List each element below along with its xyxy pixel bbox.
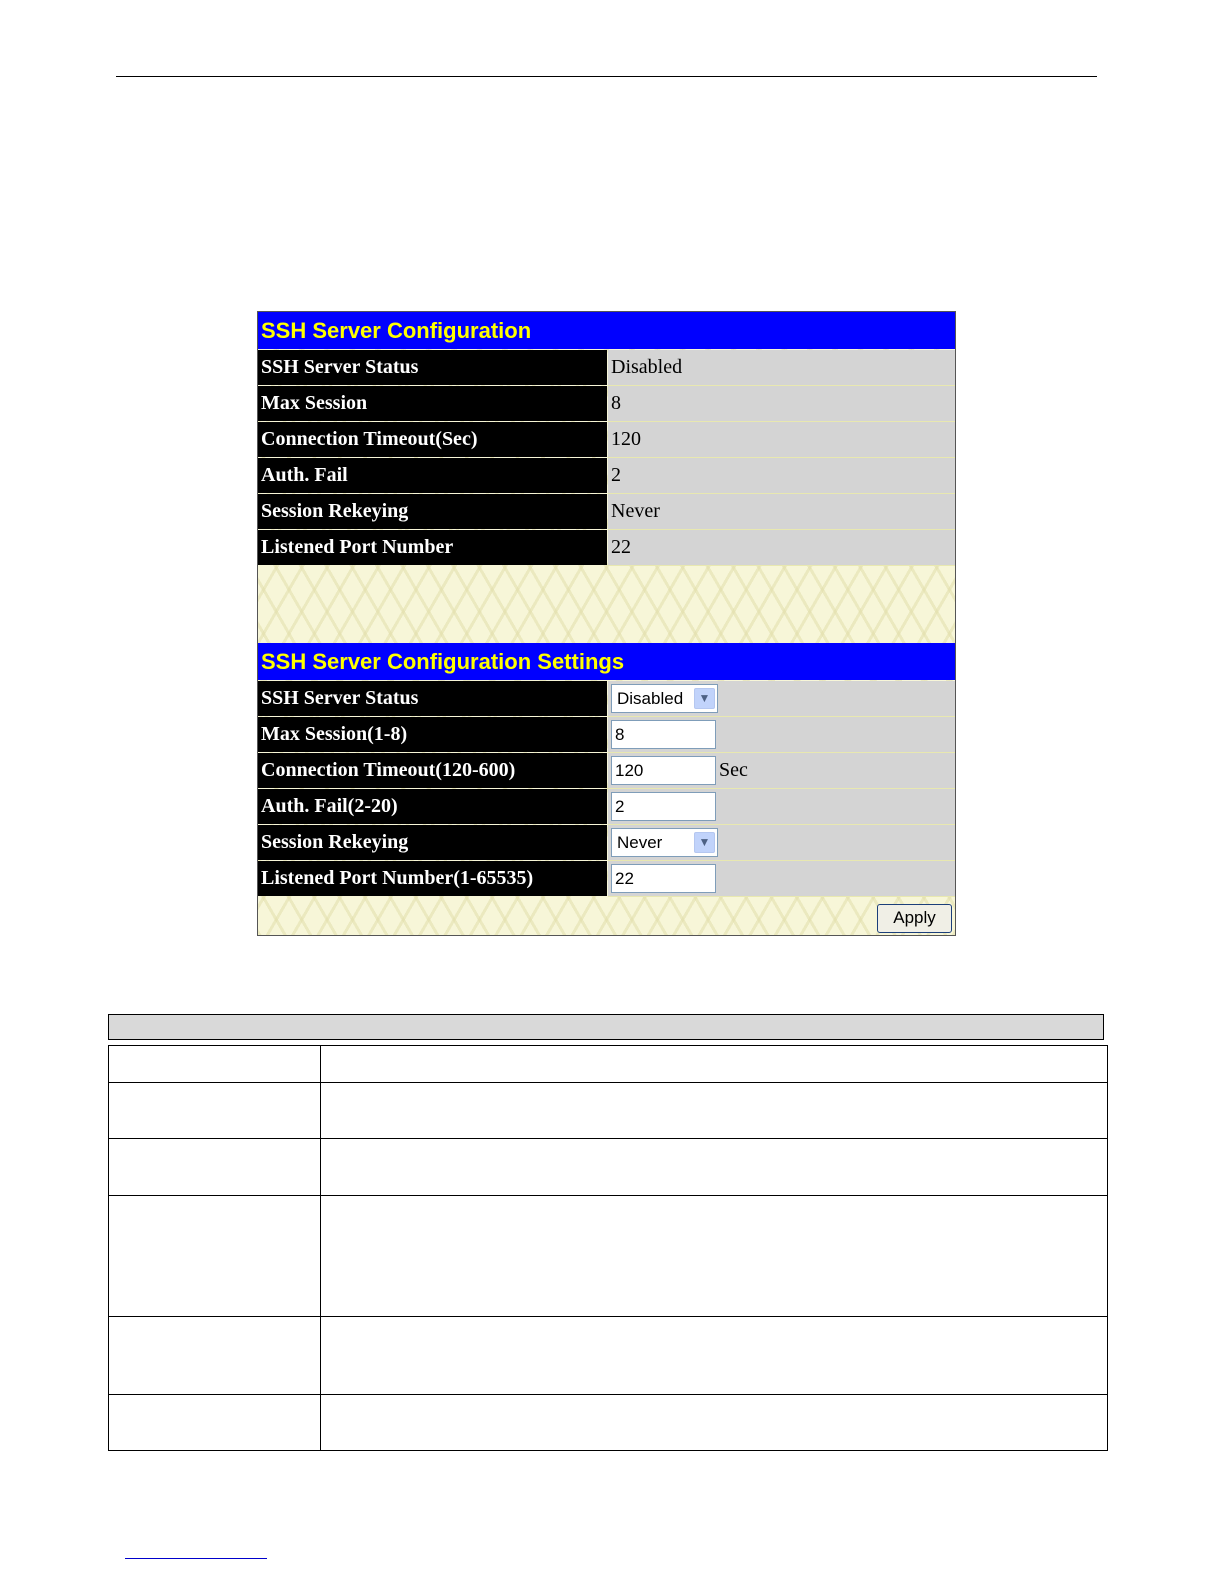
status-value: 22 [611,536,631,558]
status-panel-title: SSH Server Configuration [258,312,955,349]
description-table [108,1045,1108,1451]
table-row [109,1196,1108,1317]
status-row-max-session [258,386,955,422]
settings-row-connection-timeout [258,753,955,789]
status-value: Disabled [611,356,683,378]
status-label: Connection Timeout(Sec) [258,422,607,457]
status-label: Listened Port Number [258,530,607,565]
settings-row-max-session [258,717,955,753]
status-row-server-status [258,350,955,386]
status-label: Session Rekeying [258,494,607,529]
status-label: Max Session [258,386,607,421]
status-label: SSH Server Status [258,350,607,385]
apply-button[interactable]: Apply [877,904,952,933]
status-label: Auth. Fail [258,458,607,493]
connection-timeout-input[interactable]: 120 [611,756,716,785]
status-value: Never [611,500,660,522]
max-session-input[interactable]: 8 [611,720,716,749]
session-rekeying-selected: Never [617,833,663,852]
table-row [109,1139,1108,1196]
settings-row-session-rekeying [258,825,955,861]
listened-port-input[interactable]: 22 [611,864,716,893]
status-row-auth-fail [258,458,955,494]
status-row-listened-port [258,530,955,566]
server-status-select[interactable] [611,684,718,713]
status-value: 2 [611,464,621,486]
listened-port-label: Listened Port Number(1-65535) [258,861,607,896]
status-value: 120 [611,428,641,450]
timeout-unit-label: Sec [719,759,748,781]
server-status-label: SSH Server Status [258,681,607,716]
session-rekeying-select[interactable] [611,828,718,857]
description-table-header [108,1014,1104,1040]
status-value: 8 [611,392,621,414]
session-rekeying-label: Session Rekeying [258,825,607,860]
auth-fail-input[interactable]: 2 [611,792,716,821]
status-row-connection-timeout [258,422,955,458]
ssh-config-panel [257,311,956,936]
table-row [109,1046,1108,1083]
settings-row-server-status [258,681,955,717]
settings-row-listened-port [258,861,955,897]
table-row [109,1083,1108,1139]
page-header-rule [116,76,1097,77]
max-session-label: Max Session(1-8) [258,717,607,752]
table-row [109,1317,1108,1395]
server-status-selected: Disabled [617,689,684,708]
settings-panel-title: SSH Server Configuration Settings [258,643,955,680]
chevron-down-icon[interactable]: ▼ [694,688,715,709]
chevron-down-icon[interactable]: ▼ [694,832,715,853]
settings-row-auth-fail [258,789,955,825]
connection-timeout-label: Connection Timeout(120-600) [258,753,607,788]
footer-link-underline[interactable] [125,1558,267,1559]
table-row [109,1395,1108,1451]
auth-fail-label: Auth. Fail(2-20) [258,789,607,824]
status-row-session-rekeying [258,494,955,530]
